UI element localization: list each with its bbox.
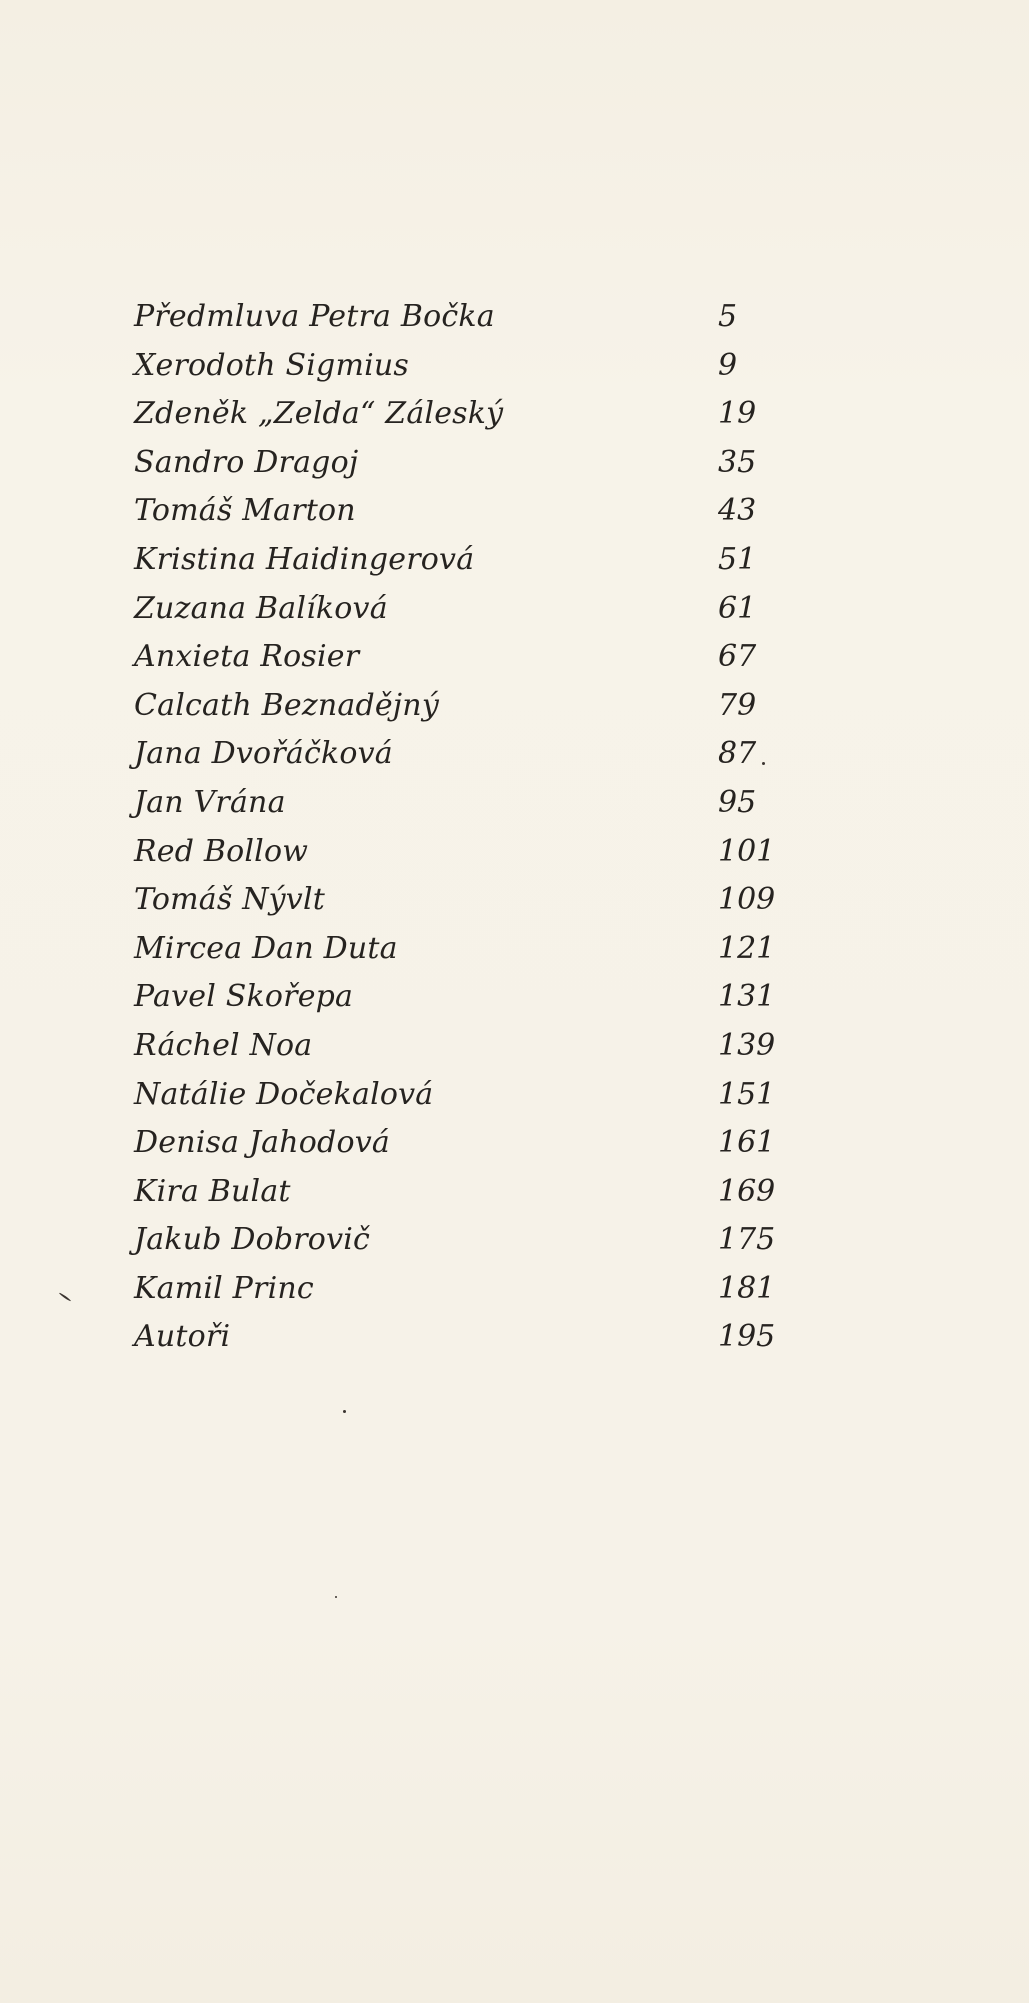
paper-speck (335, 1596, 337, 1598)
toc-entry-title: Tomáš Nývlt (134, 882, 326, 918)
toc-entry-title: Zdeněk „Zelda“ Záleský (134, 396, 504, 432)
toc-entry-page: 51 (718, 541, 757, 577)
toc-entry-page: 87 (718, 736, 757, 772)
toc-entry-page: 161 (718, 1125, 776, 1161)
toc-entry (0, 1119, 1029, 1168)
toc-entry (0, 487, 1029, 536)
toc-entry (0, 973, 1029, 1022)
toc-entry (0, 730, 1029, 779)
toc-entry (0, 342, 1029, 391)
toc-entry-page: 95 (718, 784, 757, 820)
toc-entry-title: Red Bollow (134, 833, 309, 869)
toc-entry-title: Sandro Dragoj (134, 444, 359, 480)
toc-entry (0, 439, 1029, 488)
toc-entry (0, 1168, 1029, 1217)
table-of-contents (0, 293, 1029, 1362)
toc-entry-title: Jan Vrána (134, 784, 286, 820)
toc-entry-page: 131 (718, 979, 776, 1015)
toc-entry-title: Kamil Princ (134, 1270, 314, 1306)
toc-entry-title: Mircea Dan Duta (134, 930, 398, 966)
toc-entry-title: Jakub Dobrovič (134, 1222, 371, 1258)
toc-entry-title: Xerodoth Sigmius (134, 347, 410, 383)
toc-entry-title: Kira Bulat (134, 1173, 291, 1209)
toc-entry-page: 195 (718, 1319, 776, 1355)
toc-entry-page: 35 (718, 444, 757, 480)
toc-entry-title: Calcath Beznadějný (134, 687, 439, 723)
toc-entry (0, 779, 1029, 828)
paper-speck (343, 1410, 346, 1413)
toc-entry (0, 293, 1029, 342)
toc-entry-page: 169 (718, 1173, 776, 1209)
toc-entry-page: 101 (718, 833, 776, 869)
toc-entry-title: Tomáš Marton (134, 493, 356, 529)
toc-entry-page: 151 (718, 1076, 776, 1112)
toc-entry-title: Denisa Jahodová (134, 1125, 390, 1161)
toc-entry-page: 121 (718, 930, 776, 966)
toc-entry-page: 109 (718, 882, 776, 918)
toc-entry-page: 19 (718, 396, 757, 432)
toc-entry-page: 43 (718, 493, 757, 529)
toc-entry (0, 1071, 1029, 1120)
toc-entry-title: Jana Dvořáčková (134, 736, 393, 772)
toc-entry-page: 9 (718, 347, 738, 383)
toc-entry-page: 5 (718, 299, 738, 334)
toc-entry (0, 585, 1029, 634)
toc-entry (0, 1216, 1029, 1265)
toc-entry (0, 876, 1029, 925)
toc-entry-title: Natálie Dočekalová (134, 1076, 434, 1112)
toc-entry (0, 1313, 1029, 1362)
toc-entry (0, 828, 1029, 877)
toc-entry-title: Zuzana Balíková (134, 590, 388, 626)
toc-entry-page: 67 (718, 639, 757, 675)
toc-entry-page: 181 (718, 1270, 776, 1306)
toc-entry (0, 633, 1029, 682)
toc-entry-title: Předmluva Petra Bočka (134, 299, 495, 334)
toc-entry (0, 682, 1029, 731)
toc-entry-page: 139 (718, 1027, 776, 1063)
toc-entry-title: Pavel Skořepa (134, 979, 354, 1015)
toc-entry (0, 536, 1029, 585)
toc-entry-title: Anxieta Rosier (134, 639, 360, 675)
toc-entry (0, 390, 1029, 439)
toc-entry (0, 925, 1029, 974)
toc-entry-page: 79 (718, 687, 757, 723)
toc-entry (0, 1022, 1029, 1071)
toc-entry (0, 1265, 1029, 1314)
toc-entry-page: 175 (718, 1222, 776, 1258)
toc-entry-title: Ráchel Noa (134, 1027, 313, 1063)
toc-entry-title: Kristina Haidingerová (134, 541, 475, 577)
toc-entry-page: 61 (718, 590, 757, 626)
toc-entry-title: Autoři (134, 1319, 231, 1355)
paper-speck (762, 762, 765, 765)
